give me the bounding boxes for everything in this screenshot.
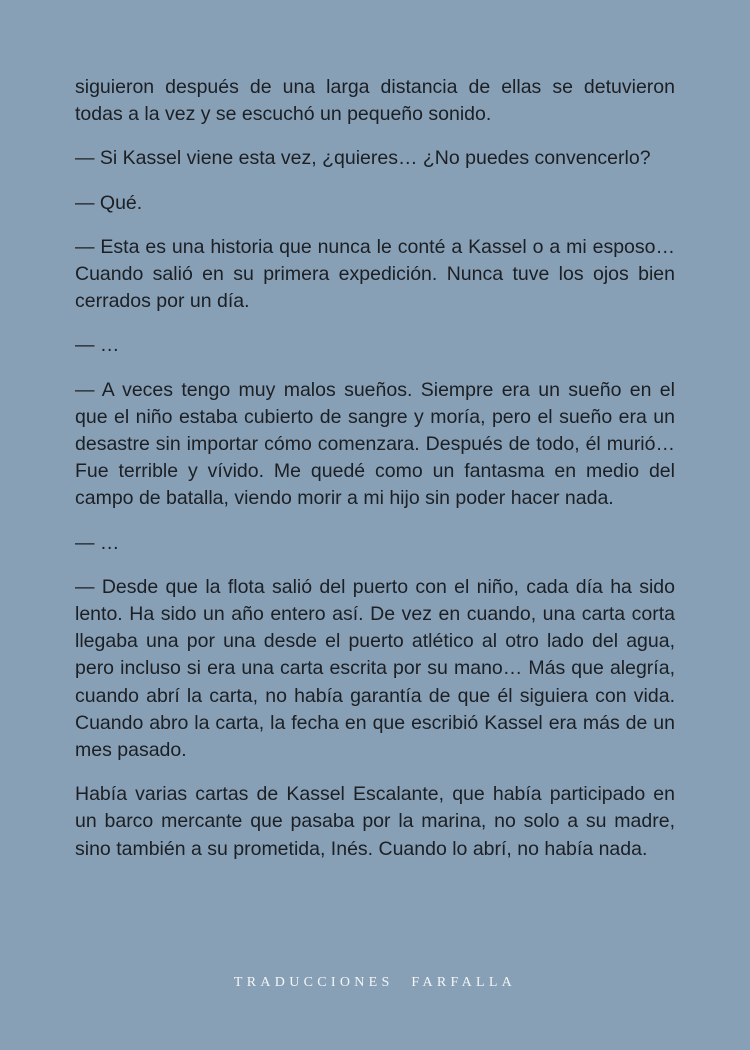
paragraph: — …: [75, 334, 120, 357]
paragraph: siguieron después de una larga distancia de ellas se detuvieron todas a la vez y se escuchó un pequeño sonido.: [75, 76, 675, 126]
paragraph: — …: [75, 531, 120, 554]
paragraph: — A veces tengo muy malos sueños. Siempre era un sueño en el que el niño estaba cubierto de sangre y moría, pero el sueño era un desastre sin importar cómo comenzara. Después de todo, él murió… Fue terrible y vívido. Me quedé como un fantasma en medio del campo de batalla, viendo morir a mi hijo sin poder hacer nada.: [75, 378, 675, 510]
document-body: [75, 74, 675, 880]
paragraph: — Desde que la flota salió del puerto con el niño, cada día ha sido lento. Ha sido un año entero así. De vez en cuando, una carta corta llegaba una por una desde el puerto atlético al otro lado del agua, pero incluso si era una carta escrita por su mano… Más que alegría, cuando abrí la carta, no había garantía de que él siguiera con vida. Cuando abro la carta, la fecha en que escribió Kassel era más de un mes pasado.: [75, 575, 675, 762]
paragraph: Había varias cartas de Kassel Escalante, que había participado en un barco mercante que pasaba por la marina, no solo a su madre, sino también a su prometida, Inés. Cuando lo abrí, no había nada.: [75, 783, 675, 860]
paragraph: — Esta es una historia que nunca le conté a Kassel o a mi esposo… Cuando salió en su primera expedición. Nunca tuve los ojos bien cerrados por un día.: [75, 235, 675, 313]
paragraph: — Si Kassel viene esta vez, ¿quieres… ¿No puedes convencerlo?: [75, 147, 651, 170]
page-footer: TRADUCCIONES FARFALLA: [233, 975, 517, 990]
paragraph: — Qué.: [75, 191, 143, 214]
